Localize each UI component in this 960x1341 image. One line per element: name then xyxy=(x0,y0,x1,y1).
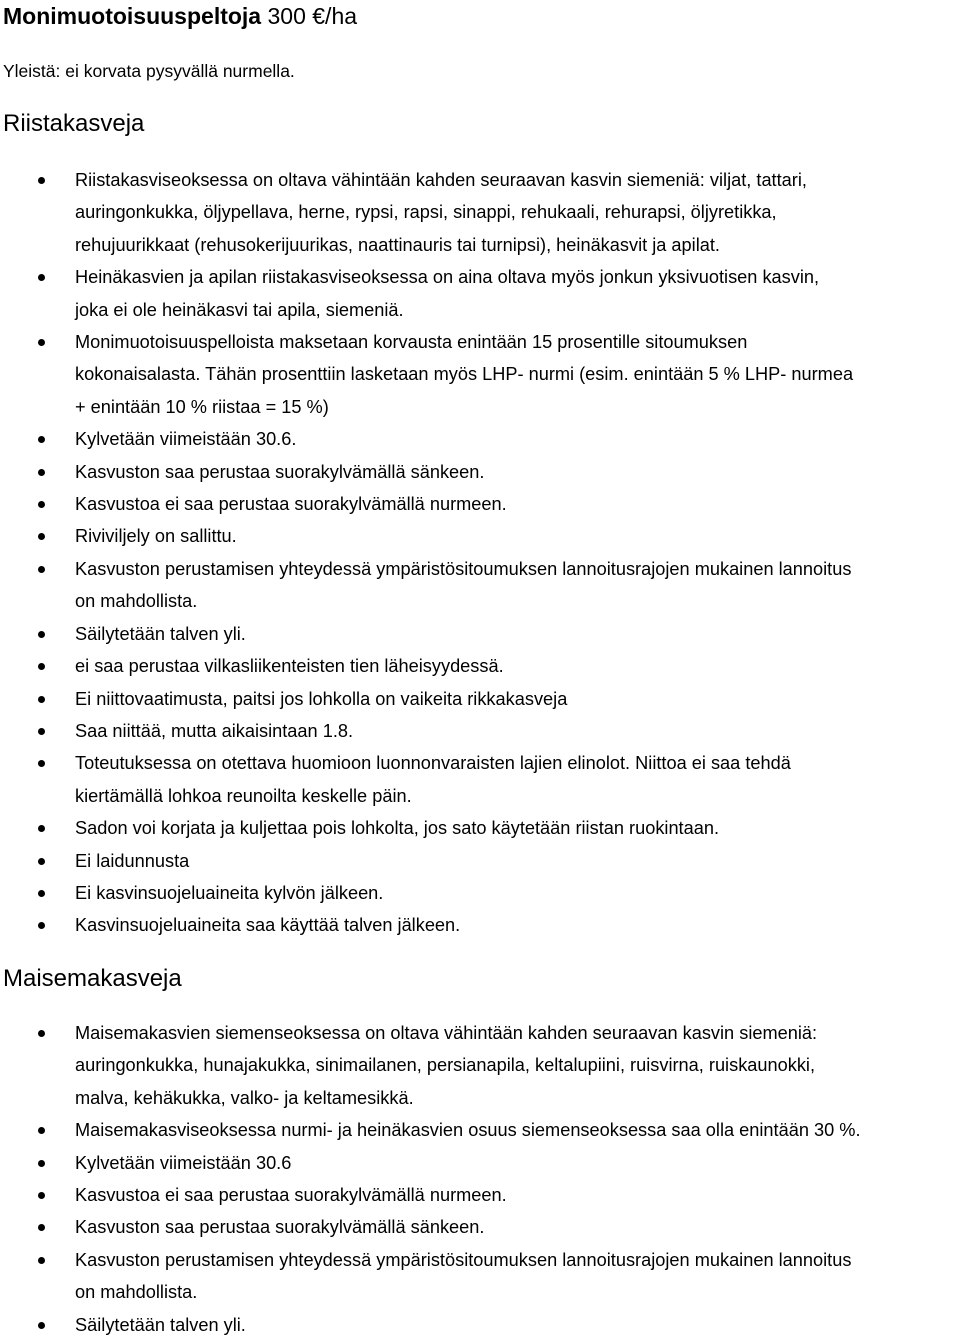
list-item xyxy=(0,520,960,552)
list-item-text: Kasvuston perustamisen yhteydessä ympäristösitoumuksen lannoitusrajojen mukainen lannoitus on mahdollista. xyxy=(75,1249,852,1303)
list-item xyxy=(0,326,960,423)
bullet-icon xyxy=(38,177,45,184)
bullet-icon xyxy=(38,1257,45,1264)
list-item-text: Kasvinsuojeluaineita saa käyttää talven jälkeen. xyxy=(75,915,461,936)
list-item-text: Heinäkasvien ja apilan riistakasviseoksessa on aina oltava myös jonkun yksivuotisen kasvin, joka ei ole heinäkasvi tai apila, siemeniä. xyxy=(75,267,820,320)
list-item xyxy=(0,553,960,618)
bullet-icon xyxy=(38,1127,45,1134)
list-item-text: Kasvustoa ei saa perustaa suorakylvämällä nurmeen. xyxy=(75,494,507,515)
list-item-text: Saa niittää, mutta aikaisintaan 1.8. xyxy=(75,720,354,741)
list-item-text: Ei kasvinsuojeluaineita kylvön jälkeen. xyxy=(75,882,384,903)
section-heading-riistakasveja: Riistakasveja xyxy=(3,110,145,137)
list-item xyxy=(0,423,960,455)
list-item xyxy=(0,1309,960,1341)
bullet-icon xyxy=(38,469,45,476)
bullet-icon xyxy=(38,631,45,638)
list-item-text: Ei niittovaatimusta, paitsi jos lohkolla on vaikeita rikkakasveja xyxy=(75,688,568,709)
list-item-text: Kasvuston saa perustaa suorakylvämällä sänkeen. xyxy=(75,461,485,482)
list-item xyxy=(0,909,960,941)
bullet-icon xyxy=(38,1224,45,1231)
list-item-text: ei saa perustaa vilkasliikenteisten tien läheisyydessä. xyxy=(75,656,504,677)
list-item-text: Ei laidunnusta xyxy=(75,850,190,871)
list-item xyxy=(0,877,960,909)
list-item-text: Säilytetään talven yli. xyxy=(75,623,246,644)
page-title-amount: 300 €/ha xyxy=(261,3,358,29)
list-item xyxy=(0,715,960,747)
maisemakasveja-list xyxy=(0,1017,960,1341)
list-item-text: Maisemakasvien siemenseoksessa on oltava vähintään kahden seuraavan kasvin siemeniä: auringonkukka, hunajakukka, sinimailanen, persianapila, keltalupiini, ruisvirna, ruiskaunokki, malva, kehäkukka, valko- ja keltamesikkä. xyxy=(75,1023,818,1108)
bullet-icon xyxy=(38,728,45,735)
bullet-icon xyxy=(38,533,45,540)
bullet-icon xyxy=(38,1160,45,1167)
list-item-text: Riistakasviseoksessa on oltava vähintään kahden seuraavan kasvin siemeniä: viljat, tattari, auringonkukka, öljypellava, herne, rypsi, rapsi, sinappi, rehukaali, rehurapsi, öljyretikka, rehujuurikkaat (rehusokerijuurikas, naattinauris tai turnipsi), heinäkasvit ja apilat. xyxy=(75,170,807,255)
list-item-text: Kasvuston saa perustaa suorakylvämällä sänkeen. xyxy=(75,1217,485,1238)
bullet-icon xyxy=(38,1192,45,1199)
general-note: Yleistä: ei korvata pysyvällä nurmella. xyxy=(3,61,295,81)
list-item-text: Monimuotoisuuspelloista maksetaan korvausta enintään 15 prosentille sitoumuksen kokonaisalasta. Tähän prosenttiin lasketaan myös LHP- nurmi (esim. enintään 5 % LHP- nurmea + enintään 10 % riistaa = 15 %) xyxy=(75,332,854,417)
list-item xyxy=(0,164,960,261)
list-item xyxy=(0,747,960,812)
list-item xyxy=(0,812,960,844)
bullet-icon xyxy=(38,501,45,508)
bullet-icon xyxy=(38,696,45,703)
list-item xyxy=(0,845,960,877)
bullet-icon xyxy=(38,890,45,897)
list-item xyxy=(0,650,960,682)
list-item xyxy=(0,1244,960,1309)
bullet-icon xyxy=(38,339,45,346)
bullet-icon xyxy=(38,760,45,767)
list-item xyxy=(0,261,960,326)
bullet-icon xyxy=(38,858,45,865)
bullet-icon xyxy=(38,566,45,573)
bullet-icon xyxy=(38,1322,45,1329)
bullet-icon xyxy=(38,663,45,670)
list-item xyxy=(0,1211,960,1243)
list-item-text: Kylvetään viimeistään 30.6 xyxy=(75,1152,292,1173)
list-item-text: Kasvustoa ei saa perustaa suorakylvämällä nurmeen. xyxy=(75,1185,507,1206)
list-item-text: Riviviljely on sallittu. xyxy=(75,526,237,547)
list-item xyxy=(0,1179,960,1211)
list-item-text: Toteutuksessa on otettava huomioon luonnonvaraisten lajien elinolot. Niittoa ei saa tehdä kiertämällä lohkoa reunoilta keskelle päin. xyxy=(75,753,791,806)
list-item xyxy=(0,683,960,715)
list-item xyxy=(0,456,960,488)
list-item-text: Säilytetään talven yli. xyxy=(75,1314,246,1335)
bullet-icon xyxy=(38,825,45,832)
section-heading-maisemakasveja: Maisemakasveja xyxy=(3,965,182,992)
list-item xyxy=(0,1114,960,1146)
riistakasveja-list xyxy=(0,164,960,942)
page-title xyxy=(3,1,357,31)
list-item xyxy=(0,618,960,650)
bullet-icon xyxy=(38,436,45,443)
list-item-text: Kasvuston perustamisen yhteydessä ympäristösitoumuksen lannoitusrajojen mukainen lannoitus on mahdollista. xyxy=(75,558,852,612)
bullet-icon xyxy=(38,922,45,929)
list-item-text: Kylvetään viimeistään 30.6. xyxy=(75,429,297,450)
page-title-main: Monimuotoisuuspeltoja xyxy=(3,3,262,29)
list-item xyxy=(0,1017,960,1114)
list-item-text: Maisemakasviseoksessa nurmi- ja heinäkasvien osuus siemenseoksessa saa olla enintään 30 %. xyxy=(75,1120,861,1141)
bullet-icon xyxy=(38,274,45,281)
list-item xyxy=(0,1147,960,1179)
list-item xyxy=(0,488,960,520)
bullet-icon xyxy=(38,1030,45,1037)
list-item-text: Sadon voi korjata ja kuljettaa pois lohkolta, jos sato käytetään riistan ruokintaan. xyxy=(75,818,720,839)
